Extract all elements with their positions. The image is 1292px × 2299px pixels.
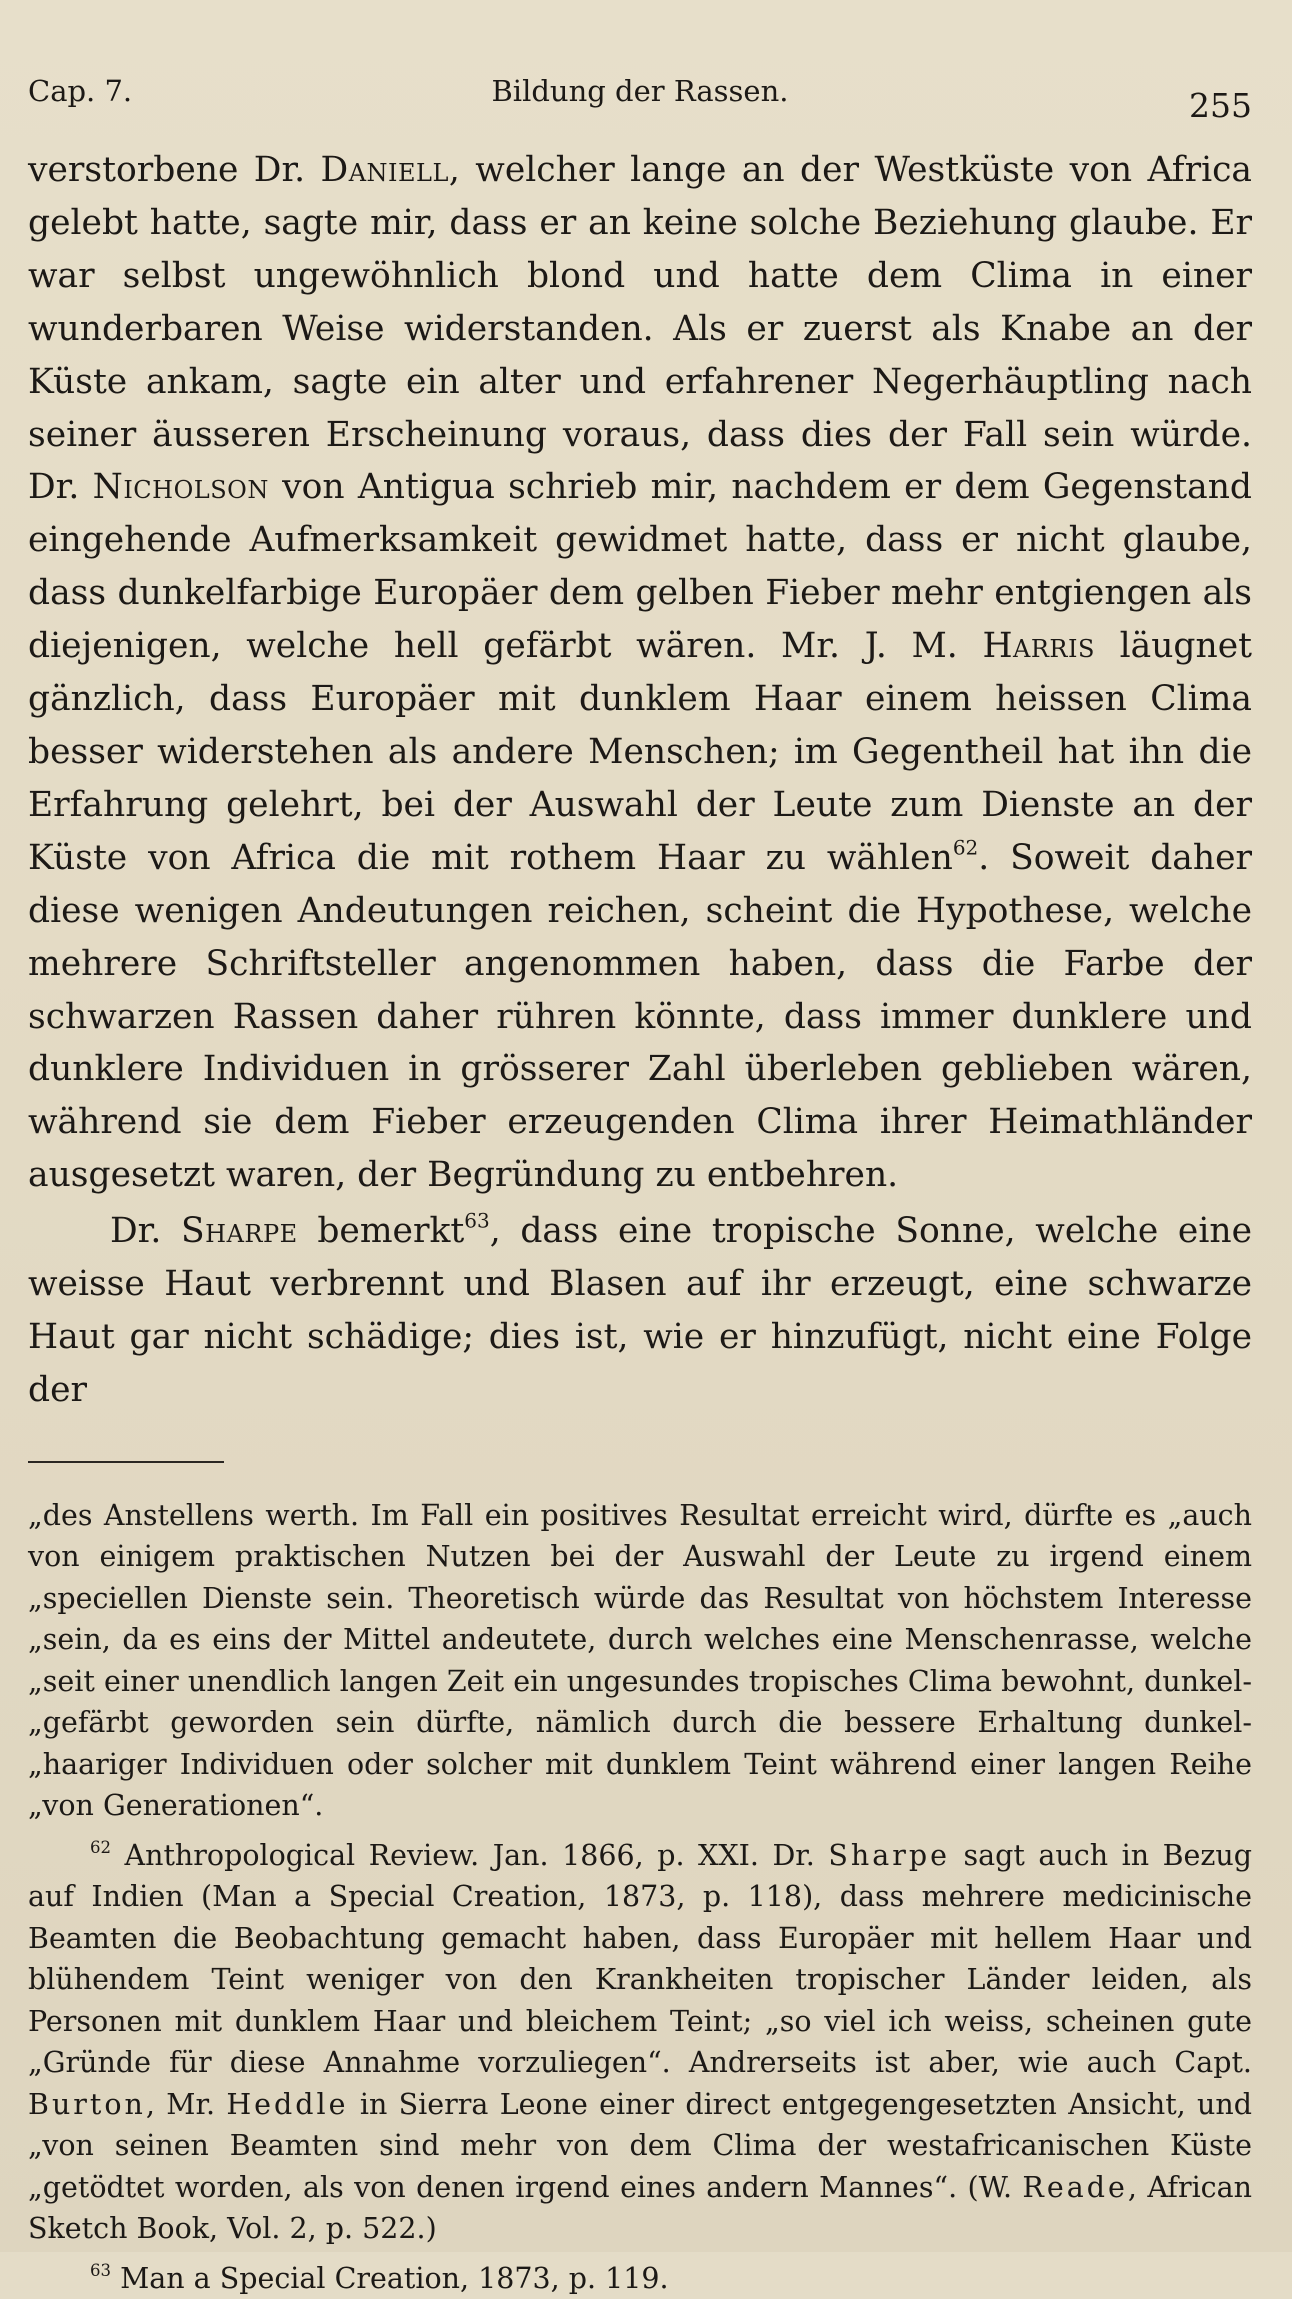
paragraph-2 — [28, 1205, 1252, 1417]
person-name-daniell: Daniell — [320, 150, 449, 190]
footnotes — [28, 1495, 1252, 2299]
text-run: sagt auch in Bezug auf Indien (Man a Special Creation, 1873, p. 118), dass mehrere medicinische Beamten die Beobachtung gemacht haben, dass Europäer mit hellem Haar und blühendem Teint weniger von den Krankheiten tropischer Länder leiden, als Personen mit dunklem Haar und bleichem Teint; „so viel ich weiss, scheinen gute „Gründe für diese Annahme vorzuliegen“. Andrerseits ist aber, wie auch Capt. — [28, 1838, 1253, 2080]
spaced-name-sharpe: Sharpe — [828, 1838, 951, 1872]
person-name-harris: Harris — [982, 626, 1095, 667]
text-run: , dass eine tropische Sonne, welche eine weisse Haut verbrennt und Blasen auf ihr erzeugt, eine schwarze Haut gar nicht schädige; dies ist, wie er hinzufügt, nicht eine Folge der — [28, 1211, 1252, 1410]
spaced-name-heddle: Heddle — [226, 2087, 349, 2121]
text-run: , African Sketch Book, Vol. 2, p. 522.) — [28, 2170, 1252, 2246]
paragraph-1 — [28, 144, 1252, 1202]
footnote-continued: „des Anstellens werth. Im Fall ein positives Resultat erreicht wird, dürfte es „auch von einigem praktischen Nutzen bei der Auswahl der Leute zu irgend einem „speciellen Dienste sein. Theoretisch würde das Resultat von höchstem Interesse „sein, da es eins der Mittel andeutete, durch welches eine Menschenrasse, welche „seit einer unendlich langen Zeit ein ungesundes tropisches Clima bewohnt, dunkel- „gefärbt geworden sein dürfte, nämlich durch die bessere Erhaltung dunkel- „haariger Individuen oder solcher mit dunklem Teint während einer langen Reihe „von Generationen“. — [28, 1498, 1252, 1823]
text-run: bemerkt — [297, 1211, 465, 1252]
footnote-ref-62: 62 — [952, 835, 979, 860]
text-run: , Mr. — [145, 2087, 227, 2121]
text-run: . Soweit daher diese wenigen Andeutungen reichen, scheint die Hypothese, welche mehrere Schriftsteller angenommen haben, dass die Farbe der schwarzen Rassen daher rühren könnte, dass immer dunklere und dunklere Individuen in grösserer Zahl überleben geblieben wären, während sie dem Fieber erzeugenden Clima ihrer Heimathländer ausgesetzt waren, der Begründung zu entbehren. — [28, 837, 1253, 1196]
text-run: Anthropological Review. Jan. 1866, p. XXI. Dr. — [111, 1838, 829, 1872]
text-run: verstorbene Dr. — [28, 150, 321, 190]
page-number: 255 — [1189, 86, 1252, 125]
text-run: in Sierra Leone einer direct entgegengesetzten Ansicht, und „von seinen Beamten sind mehr von dem Clima der westafricanischen Küste „getödtet worden, als von denen irgend eines andern Mannes“. (W. — [28, 2087, 1252, 2204]
spaced-name-burton: Burton — [28, 2087, 146, 2121]
running-header — [28, 66, 1252, 125]
footnote-62 — [28, 1835, 1252, 2250]
footnote-63 — [28, 2258, 1252, 2299]
main-text — [28, 144, 1252, 1417]
text-run: läugnet gänzlich, dass Europäer mit dunklem Haar einem heissen Clima besser widerstehen als andere Menschen; im Gegentheil hat ihn die Erfahrung gelehrt, bei der Auswahl der Leute zum Dienste an der Küste von Africa die mit rothem Haar zu wählen — [28, 626, 1252, 878]
running-title: Bildung der Rassen. — [491, 74, 789, 108]
chapter-label: Cap. 7. — [28, 74, 133, 108]
text-run: , welcher lange an der Westküste von Africa gelebt hatte, sagte mir, dass er an keine solche Beziehung glaube. Er war selbst ungewöhnlich blond und hatte dem Clima in einer wunderbaren Weise widerstanden. Als er zuerst als Knabe an der Küste ankam, sagte ein alter und erfahrener Negerhäuptling nach seiner äusseren Erscheinung voraus, dass dies der Fall sein würde. Dr. — [28, 150, 1252, 508]
person-name-sharpe: Sharpe — [181, 1211, 298, 1252]
footnote-ref-63: 63 — [464, 1208, 490, 1233]
text-run: von Antigua schrieb mir, nachdem er dem Gegenstand eingehende Aufmerksamkeit gewidmet hatte, dass er nicht glaube, dass dunkelfarbige Europäer dem gelben Fieber mehr entgiengen als diejenigen, welche hell gefärbt wären. Mr. J. M. — [28, 467, 1253, 667]
text-run: Man a Special Creation, 1873, p. 119. — [111, 2261, 669, 2295]
person-name-nicholson: Nicholson — [92, 467, 269, 508]
footnote-number: 63 — [90, 2260, 112, 2280]
footnote-divider — [28, 1461, 224, 1463]
text-run: Dr. — [110, 1211, 182, 1252]
footnote-number: 62 — [90, 1837, 112, 1857]
spaced-name-reade: Reade — [1022, 2170, 1128, 2204]
